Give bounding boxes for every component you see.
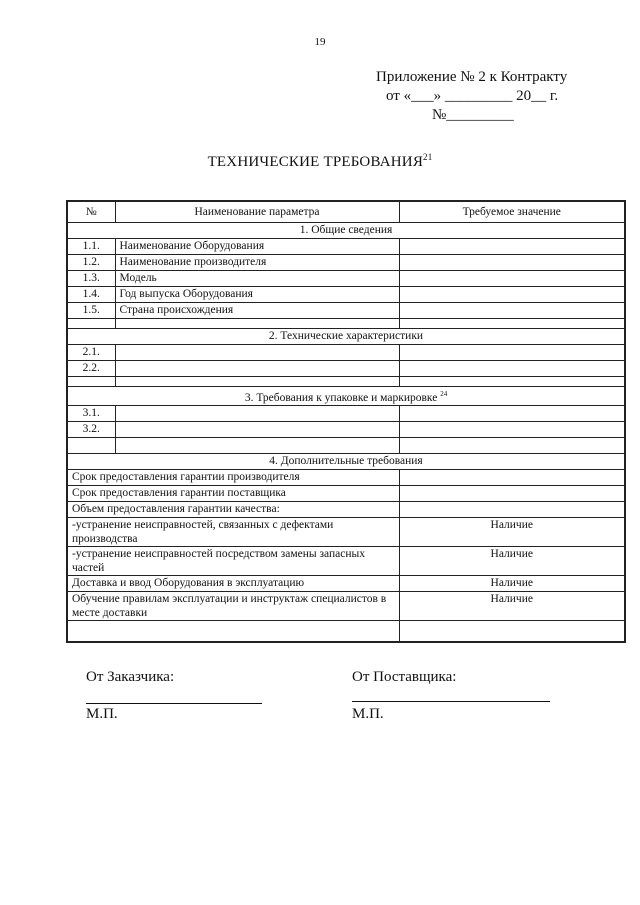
row-parameter: -устранение неисправностей, связанных с дефектами производства <box>67 517 399 546</box>
row-value <box>399 239 625 255</box>
blank-row <box>67 437 625 453</box>
row-number: 1.4. <box>67 287 115 303</box>
table-row <box>67 517 625 546</box>
row-value <box>399 501 625 517</box>
row-parameter <box>115 421 399 437</box>
row-number: 1.5. <box>67 303 115 319</box>
row-value: Наличие <box>399 591 625 620</box>
row-value: Наличие <box>399 575 625 591</box>
table-row <box>67 421 625 437</box>
supplier-signature-label: От Поставщика: <box>352 669 457 685</box>
row-number: 3.1. <box>67 405 115 421</box>
row-number: 1.1. <box>67 239 115 255</box>
section-row <box>67 329 625 345</box>
customer-stamp-label: М.П. <box>86 706 118 722</box>
table-row <box>67 485 625 501</box>
row-parameter <box>115 345 399 361</box>
row-value <box>399 405 625 421</box>
blank-row <box>67 319 625 329</box>
row-parameter: Объем предоставления гарантии качества: <box>67 501 399 517</box>
table-row <box>67 287 625 303</box>
row-value <box>399 421 625 437</box>
row-parameter: -устранение неисправностей посредством замены запасных частей <box>67 546 399 575</box>
row-number: 3.2. <box>67 421 115 437</box>
document-title <box>0 152 640 171</box>
row-parameter: Год выпуска Оборудования <box>115 287 399 303</box>
requirements-table <box>66 200 626 643</box>
row-parameter: Страна происхождения <box>115 303 399 319</box>
supplier-stamp-label: М.П. <box>352 706 384 722</box>
row-value <box>399 255 625 271</box>
header-parameter: Наименование параметра <box>115 201 399 223</box>
section-row <box>67 223 625 239</box>
row-value <box>399 361 625 377</box>
table-row <box>67 405 625 421</box>
customer-signature-line <box>86 703 262 704</box>
row-parameter: Модель <box>115 271 399 287</box>
blank-row <box>67 620 625 642</box>
table-row <box>67 575 625 591</box>
customer-signature-label: От Заказчика: <box>86 669 175 685</box>
row-value <box>399 303 625 319</box>
table-row <box>67 361 625 377</box>
table-row <box>67 501 625 517</box>
table-row <box>67 271 625 287</box>
row-value: Наличие <box>399 517 625 546</box>
section-packaging-title <box>67 387 625 406</box>
section-additional-title: 4. Дополнительные требования <box>67 453 625 469</box>
row-value: Наличие <box>399 546 625 575</box>
table-row <box>67 546 625 575</box>
row-number: 2.1. <box>67 345 115 361</box>
table-row <box>67 239 625 255</box>
annex-line-number: №_________ <box>432 107 514 123</box>
section-general-title: 1. Общие сведения <box>67 223 625 239</box>
table-row <box>67 469 625 485</box>
row-number: 1.2. <box>67 255 115 271</box>
document-title-text: ТЕХНИЧЕСКИЕ ТРЕБОВАНИЯ <box>207 154 424 170</box>
row-parameter: Наименование Оборудования <box>115 239 399 255</box>
table-row <box>67 345 625 361</box>
header-required-value: Требуемое значение <box>399 201 625 223</box>
row-value <box>399 485 625 501</box>
row-value <box>399 469 625 485</box>
blank-row <box>67 377 625 387</box>
annex-line-title: Приложение № 2 к Контракту <box>376 69 568 85</box>
table-row <box>67 255 625 271</box>
section-technical-title: 2. Технические характеристики <box>67 329 625 345</box>
section-row <box>67 387 625 406</box>
row-parameter: Срок предоставления гарантии производителя <box>67 469 399 485</box>
table-row <box>67 591 625 620</box>
row-parameter: Доставка и ввод Оборудования в эксплуатацию <box>67 575 399 591</box>
row-parameter: Срок предоставления гарантии поставщика <box>67 485 399 501</box>
row-value <box>399 271 625 287</box>
annex-line-date: от «___» _________ 20__ г. <box>386 88 559 104</box>
section-row <box>67 453 625 469</box>
table-header-row <box>67 201 625 223</box>
row-number: 1.3. <box>67 271 115 287</box>
row-value <box>399 345 625 361</box>
row-value <box>399 287 625 303</box>
row-parameter: Обучение правилам эксплуатации и инструктаж специалистов в месте доставки <box>67 591 399 620</box>
section-packaging-text: 3. Требования к упаковке и маркировке <box>244 391 438 404</box>
row-parameter <box>115 405 399 421</box>
header-number: № <box>67 201 115 223</box>
supplier-signature-line <box>352 701 550 702</box>
table-row <box>67 303 625 319</box>
packaging-footnote-marker: 24 <box>440 390 448 398</box>
title-footnote-marker: 21 <box>423 152 433 162</box>
row-parameter: Наименование производителя <box>115 255 399 271</box>
row-parameter <box>115 361 399 377</box>
annex-header <box>376 68 567 125</box>
page-number: 19 <box>314 36 326 48</box>
row-number: 2.2. <box>67 361 115 377</box>
